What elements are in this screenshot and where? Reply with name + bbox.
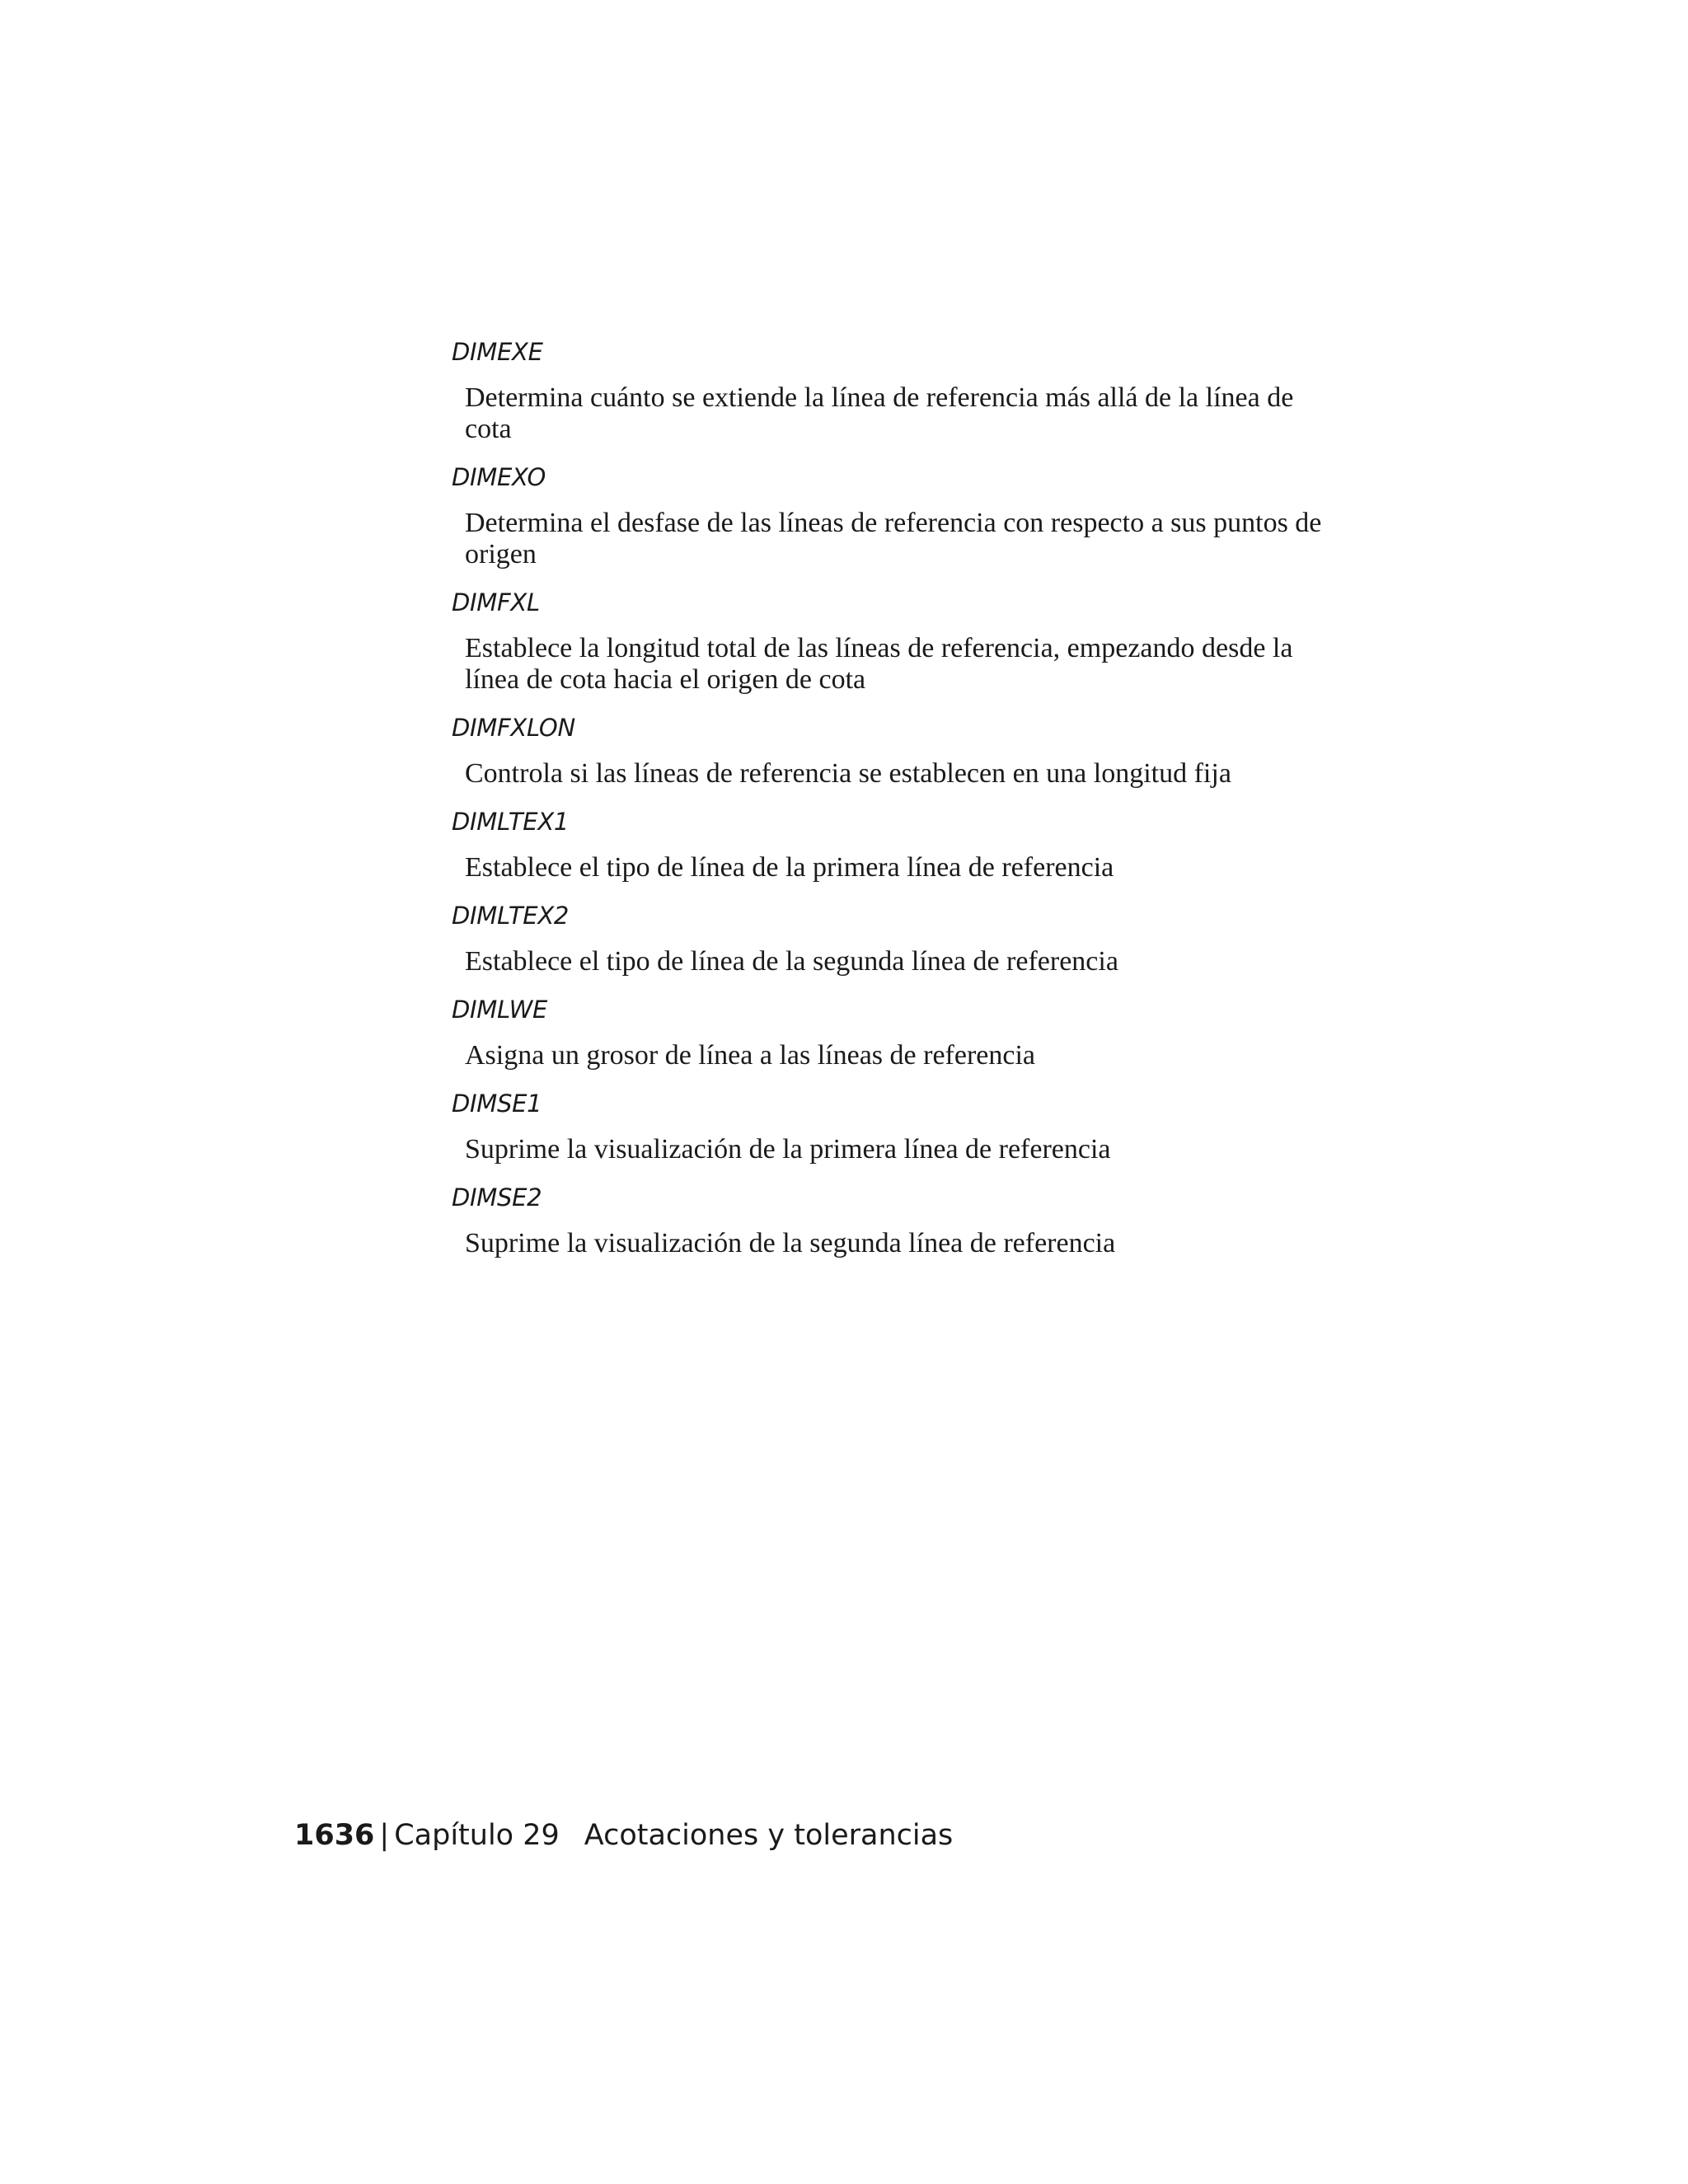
- entry-term: DIMLTEX1: [452, 808, 570, 836]
- page-footer: [294, 1817, 953, 1854]
- entry-term: DIMFXL: [452, 588, 540, 616]
- system-variable-list: [452, 336, 1350, 1276]
- entry-dimfxl: [452, 587, 1350, 696]
- entry-dimexo: [452, 462, 1350, 570]
- entry-term: DIMEXE: [452, 338, 543, 366]
- entry-term: DIMEXO: [452, 463, 546, 491]
- entry-dimse1: [452, 1088, 1350, 1165]
- entry-description: Suprime la visualización de la segunda línea de referencia: [465, 1228, 1116, 1258]
- chapter-label: Capítulo 29: [394, 1819, 560, 1852]
- page-number: 1636: [294, 1819, 375, 1852]
- entry-dimexe: [452, 336, 1350, 445]
- entry-description: Asigna un grosor de línea a las líneas de referencia: [465, 1040, 1035, 1071]
- footer-separator: |: [379, 1819, 390, 1852]
- entry-description: Establece el tipo de línea de la segunda línea de referencia: [465, 946, 1118, 977]
- entry-description: Controla si las líneas de referencia se establecen en una longitud fija: [465, 758, 1231, 789]
- entry-description: Determina cuánto se extiende la línea de referencia más allá de la línea de cota: [465, 382, 1294, 444]
- entry-dimltex2: [452, 900, 1350, 977]
- entry-term: DIMLTEX2: [452, 902, 570, 930]
- entry-description: Determina el desfase de las líneas de referencia con respecto a sus puntos de origen: [465, 508, 1322, 569]
- entry-term: DIMLWE: [452, 996, 548, 1024]
- entry-description: Establece el tipo de línea de la primera línea de referencia: [465, 852, 1114, 883]
- entry-dimlwe: [452, 994, 1350, 1071]
- chapter-title: Acotaciones y tolerancias: [584, 1819, 954, 1852]
- entry-description: Suprime la visualización de la primera línea de referencia: [465, 1134, 1111, 1165]
- entry-description: Establece la longitud total de las líneas de referencia, empezando desde la línea de cota hacia el origen de cota: [465, 633, 1293, 695]
- entry-dimse2: [452, 1182, 1350, 1259]
- entry-term: DIMSE2: [452, 1183, 542, 1212]
- entry-dimltex1: [452, 806, 1350, 883]
- entry-term: DIMSE1: [452, 1090, 542, 1118]
- entry-term: DIMFXLON: [452, 714, 575, 742]
- entry-dimfxlon: [452, 712, 1350, 790]
